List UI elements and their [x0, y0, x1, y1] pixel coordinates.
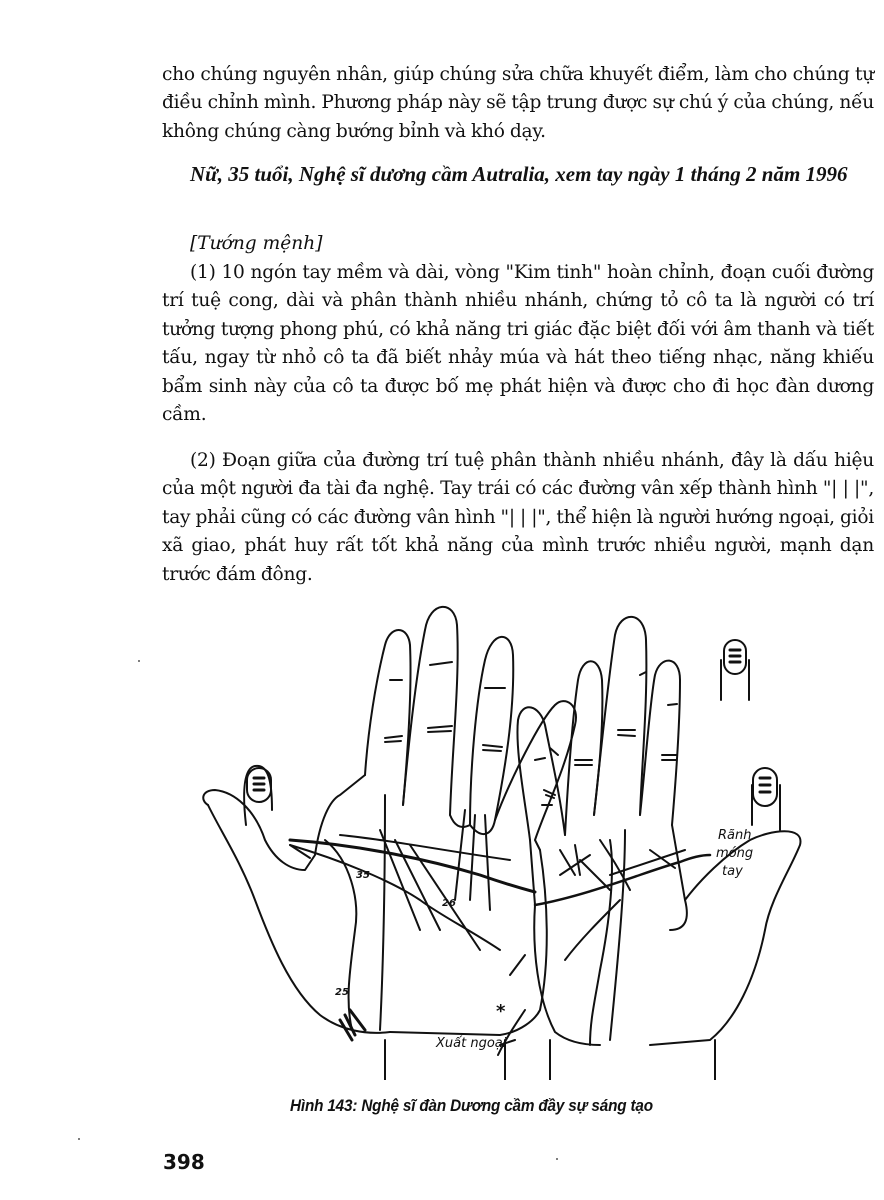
- section-label: [Tướng mệnh]: [190, 233, 323, 254]
- nail-groove-label-line1: Rãnh: [718, 828, 752, 843]
- travel-abroad-label: Xuất ngoại: [436, 1036, 507, 1051]
- right-hand-drawing: [517, 617, 800, 1080]
- nail-groove-label-line2: móng: [716, 846, 754, 861]
- right-nails-drawing: [721, 640, 780, 830]
- nail-groove-label-line3: tay: [722, 864, 743, 879]
- page-number: 398: [163, 1150, 205, 1174]
- point-2-paragraph: (2) Đoạn giữa của đường trí tuệ phân thành nhiều nhánh, đây là dấu hiệu của một người đa tài đa nghệ. Tay trái có các đường vân xếp thành hình "| | |", tay phải cũng có các đường vân hình "| | |", thể hiện là người hướng ngoại, giỏi xã giao, phát huy rất tốt khả năng của mình trước nhiều người, mạnh dạn trước đám đông.: [162, 450, 874, 585]
- left-nail-drawing: [244, 766, 272, 825]
- scan-speck: [138, 660, 140, 662]
- scan-speck: [556, 1158, 558, 1160]
- palm-figure: [180, 600, 840, 1080]
- scan-speck: [78, 1138, 80, 1140]
- age-label-25: 25: [335, 987, 349, 998]
- figure-caption: Hình 143: Nghệ sĩ đàn Dương cầm đầy sự sáng tạo: [290, 1096, 653, 1115]
- point-1-paragraph: (1) 10 ngón tay mềm và dài, vòng "Kim tinh" hoàn chỉnh, đoạn cuối đường trí tuệ cong, dài và phân thành nhiều nhánh, chứng tỏ cô ta là người có trí tưởng tượng phong phú, có khả năng tri giác đặc biệt đối với âm thanh và tiết tấu, ngay từ nhỏ cô ta đã biết nhảy múa và hát theo tiếng nhạc, năng khiếu bẩm sinh này của cô ta được bố mẹ phát hiện và được cho đi học đàn dương cầm.: [162, 262, 874, 426]
- case-heading: Nữ, 35 tuổi, Nghệ sĩ dương cầm Autralia, xem tay ngày 1 tháng 2 năm 1996: [190, 162, 848, 186]
- left-hand-drawing: [203, 607, 576, 1080]
- star-mark: *: [496, 1001, 506, 1022]
- age-label-35: 35: [356, 870, 370, 881]
- intro-paragraph: cho chúng nguyên nhân, giúp chúng sửa chữa khuyết điểm, làm cho chúng tự điều chỉnh mình. Phương pháp này sẽ tập trung được sự chú ý của chúng, nếu không chúng càng bướng bỉnh và khó dạy.: [162, 64, 874, 142]
- age-label-26: 26: [442, 898, 456, 909]
